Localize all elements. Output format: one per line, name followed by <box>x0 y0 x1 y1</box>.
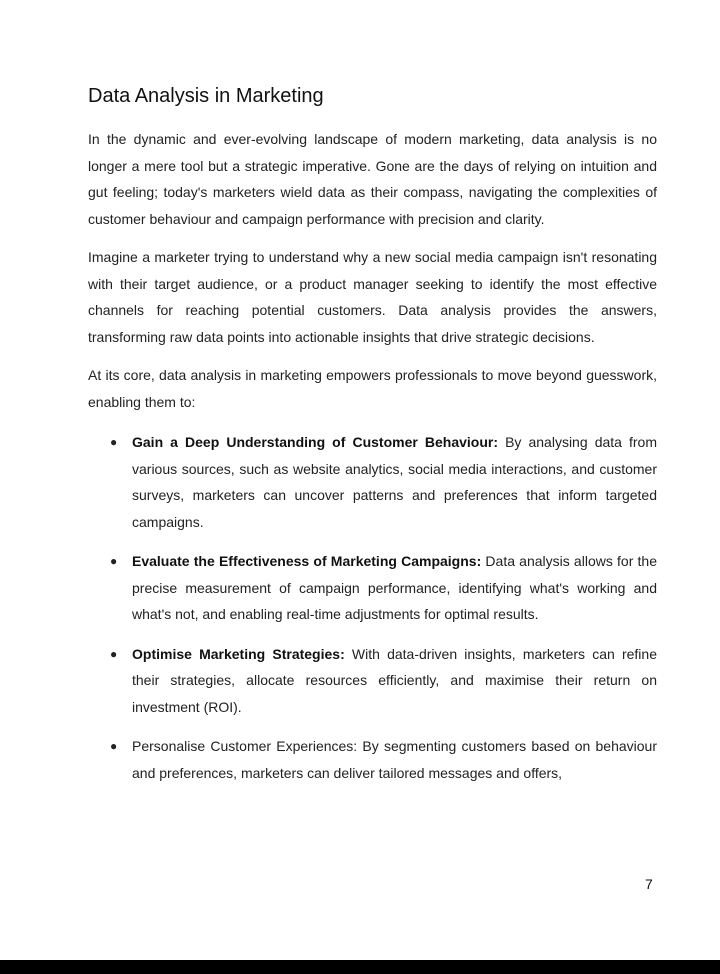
list-item <box>88 429 657 535</box>
list-item <box>88 641 657 721</box>
list-item-heading: Evaluate the Effectiveness of Marketing Campaigns: <box>132 553 482 569</box>
list-item-heading: Gain a Deep Understanding of Customer Behaviour: <box>132 434 498 450</box>
example-paragraph: Imagine a marketer trying to understand why a new social media campaign isn't resonating with their target audience, or a product manager seeking to identify the most effective channels for reaching potential customers. Data analysis provides the answers, transforming raw data points into actionable insights that drive strategic decisions. <box>88 249 657 345</box>
list-item <box>88 548 657 628</box>
bullet-icon: ● <box>110 739 118 753</box>
benefits-list <box>88 429 657 786</box>
bullet-icon: ● <box>110 646 118 661</box>
list-item-text: Data analysis allows for the precise measurement of campaign performance, identifying what's working and what's not, and enabling real-time adjustments for optimal results. <box>132 553 657 622</box>
page-content <box>88 82 657 799</box>
list-item <box>88 733 657 786</box>
list-item-text: Personalise Customer Experiences: By segmenting customers based on behaviour and preferences, marketers can deliver tailored messages and offers, <box>132 738 657 781</box>
page-number: 7 <box>645 876 653 892</box>
core-paragraph: At its core, data analysis in marketing empowers professionals to move beyond guesswork, enabling them to: <box>88 367 657 410</box>
bullet-icon: ● <box>110 435 118 449</box>
bottom-bar <box>0 960 720 974</box>
intro-paragraph: In the dynamic and ever-evolving landscape of modern marketing, data analysis is no longer a mere tool but a strategic imperative. Gone are the days of relying on intuition and gut feeling; today's marketers wield data as their compass, navigating the complexities of customer behaviour and campaign performance with precision and clarity. <box>88 131 657 227</box>
bullet-icon: ● <box>110 554 118 568</box>
list-item-text: With data-driven insights, marketers can refine their strategies, allocate resources efficiently, and maximise their return on investment (ROI). <box>132 645 657 715</box>
page-title: Data Analysis in Marketing <box>88 85 324 107</box>
list-item-text: By analysing data from various sources, such as website analytics, social media interactions, and customer surveys, marketers can uncover patterns and preferences that inform targeted campaigns. <box>132 434 658 530</box>
list-item-heading: Optimise Marketing Strategies: <box>132 645 345 662</box>
